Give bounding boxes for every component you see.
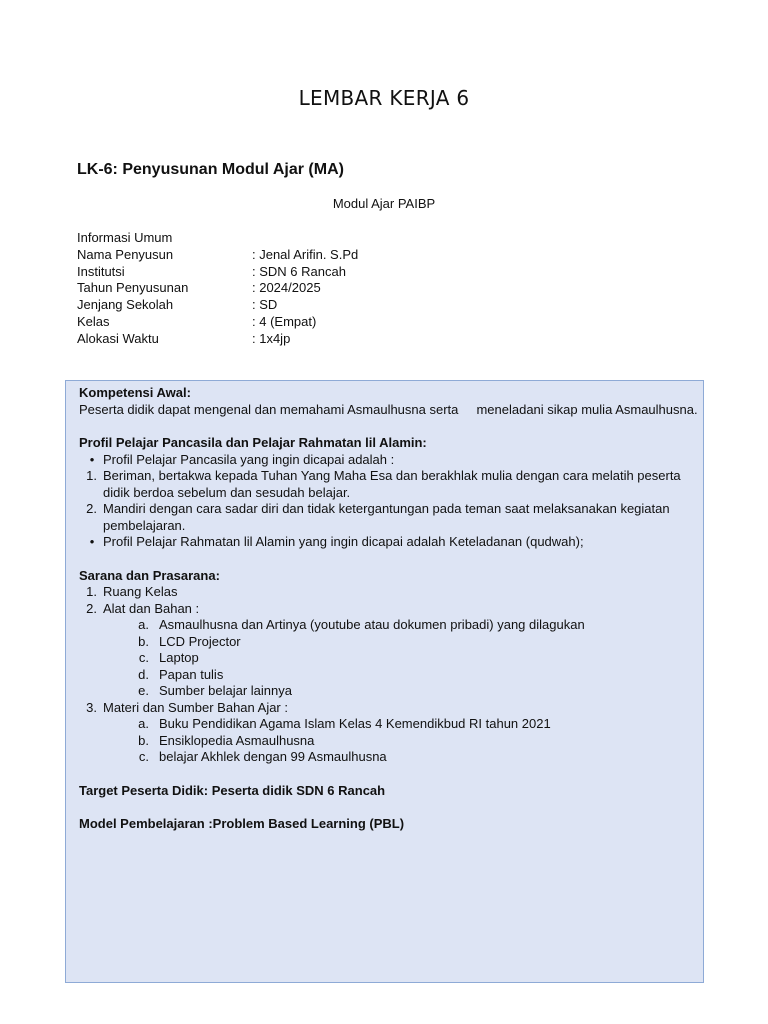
sub-list-item [79,650,691,667]
sarana-title: Sarana dan Prasarana: [79,567,220,583]
list-item-text: Beriman, bertakwa kepada Tuhan Yang Maha Esa dan berakhlak mulia dengan cara melatih peserta didik berdoa sebelum dan sesudah belajar. [103,468,681,500]
list-item-text: Ruang Kelas [103,584,178,599]
number-marker: 1. [86,468,97,483]
sub-list-item [79,617,691,634]
list-item-text: Ensiklopedia Asmaulhusna [159,732,315,748]
general-info-section [77,230,358,348]
general-info-heading: Informasi Umum [77,230,173,245]
bullet-marker: • [89,534,95,549]
number-marker: 2. [86,501,97,516]
list-item [79,534,691,551]
list-item [79,468,691,501]
worksheet-heading: LK-6: Penyusunan Modul Ajar (MA) [77,161,344,178]
list-item-text: Asmaulhusna dan Artinya (youtube atau dokumen pribadi) yang dilagukan [159,617,585,632]
letter-marker: b. [138,732,149,748]
info-row-institution [77,264,358,281]
letter-marker: b. [138,633,149,649]
info-label: Jenjang Sekolah [77,297,174,313]
info-label: Tahun Penyusunan [77,280,189,296]
info-value: : 2024/2025 [252,280,321,296]
model-line: Model Pembelajaran :Problem Based Learning (PBL) [79,816,405,831]
list-item-text: belajar Akhlek dengan 99 Asmaulhusna [159,749,387,764]
info-label: Kelas [77,313,110,329]
sub-list-item [79,634,691,651]
list-item [79,601,691,618]
info-value: : Jenal Arifin. S.Pd [252,246,359,262]
letter-marker: c. [138,749,149,764]
content-box [65,380,704,983]
number-marker: 3. [86,699,97,715]
sub-list-item [79,733,691,750]
info-label: Institutsi [77,263,125,279]
module-title: Modul Ajar PAIBP [332,196,436,211]
list-item [79,452,691,469]
number-marker: 1. [86,584,97,599]
list-item-text: Profil Pelajar Pancasila yang ingin dicapai adalah : [103,451,395,467]
list-item-text: LCD Projector [159,633,241,649]
info-label: Alokasi Waktu [77,330,159,346]
kompetensi-title: Kompetensi Awal: [79,385,191,400]
list-item-text: Buku Pendidikan Agama Islam Kelas 4 Kemendikbud RI tahun 2021 [159,716,551,731]
list-item-text: Alat dan Bahan : [103,600,200,616]
list-item-text: Materi dan Sumber Bahan Ajar : [103,699,288,715]
page-title: LEMBAR KERJA 6 [298,86,470,110]
letter-marker: c. [138,650,149,665]
list-item [79,584,691,601]
letter-marker: a. [138,617,149,632]
sub-list-item [79,716,691,733]
info-row-school-level [77,297,358,314]
letter-marker: d. [138,666,149,682]
list-item [79,700,691,717]
info-row-author [77,247,358,264]
kompetensi-text: Peserta didik dapat mengenal dan memahami Asmaulhusna serta meneladani sikap mulia Asmaulhusna. [79,401,698,417]
profil-title: Profil Pelajar Pancasila dan Pelajar Rahmatan lil Alamin: [79,435,427,450]
number-marker: 2. [86,600,97,616]
list-item-text: Mandiri dengan cara sadar diri dan tidak ketergantungan pada teman saat melaksanakan kegiatan pembelajaran. [103,501,670,533]
info-row-year [77,280,358,297]
sub-list-item [79,667,691,684]
info-label: Nama Penyusun [77,246,174,262]
bullet-marker: • [89,451,95,467]
list-item-text: Profil Pelajar Rahmatan lil Alamin yang ingin dicapai adalah Keteladanan (qudwah); [103,534,584,549]
list-item [79,501,691,534]
list-item-text: Sumber belajar lainnya [159,683,292,698]
list-item-text: Laptop [159,650,199,665]
info-row-class [77,314,358,331]
sub-list-item [79,683,691,700]
info-value: : SD [252,297,278,313]
sub-list-item [79,749,691,766]
target-line: Target Peserta Didik: Peserta didik SDN 6 Rancah [79,782,386,798]
info-value: : SDN 6 Rancah [252,263,346,279]
letter-marker: a. [138,716,149,731]
info-value: : 4 (Empat) [252,313,317,329]
info-value: : 1x4jp [252,330,291,346]
info-row-time-allocation [77,331,358,348]
list-item-text: Papan tulis [159,666,224,682]
letter-marker: e. [138,683,149,698]
